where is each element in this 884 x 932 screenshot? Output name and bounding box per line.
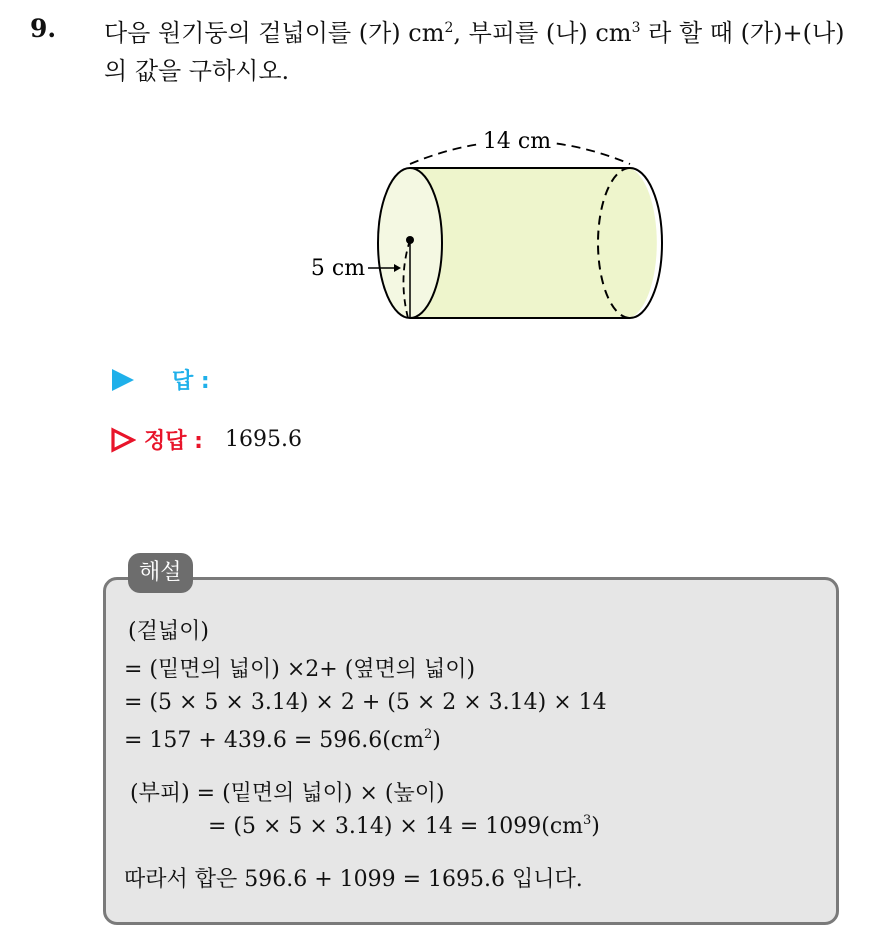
question-text <box>104 14 864 90</box>
solution-line: = (밑면의 넓이) ×2+ (옆면의 넓이) <box>124 657 476 682</box>
solution-line: = (5 × 5 × 3.14) × 2 + (5 × 2 × 3.14) × 14 <box>124 690 607 715</box>
question-number: 9. <box>30 14 57 43</box>
answer-label: 답 : <box>172 369 210 394</box>
solution-line: = $157 + 439.6 = 596.6(cm^2)$ <box>124 727 441 753</box>
correct-answer-row <box>110 424 302 455</box>
solution-line: (겉넓이) <box>128 619 209 644</box>
length-label: 14 cm <box>482 129 552 154</box>
solution-tag: 해설 <box>128 553 193 593</box>
cylinder-figure <box>300 118 670 328</box>
solution-line: = $(5 \times 5 \times 3.14) \times 14 = 1099(cm^3)$ <box>208 813 600 839</box>
blue-play-triangle-icon <box>110 367 136 393</box>
solution-line: 따라서 합은 596.6 + 1099 = 1695.6 입니다. <box>124 867 583 892</box>
solution-line: (부피) = (밑면의 넓이) × (높이) <box>130 781 445 806</box>
red-outline-triangle-icon <box>110 427 136 453</box>
correct-answer-value: 1695.6 <box>224 427 302 452</box>
correct-answer-label: 정답 : <box>144 429 203 454</box>
question-line-1: 다음 원기둥의 겉넓이를 (가) $cm^2$, 부피를 (나) $cm^3$ 라 할 때 (가)+(나) <box>104 19 845 47</box>
question-line-2: 의 값을 구하시오. <box>104 57 290 85</box>
radius-label: 5 cm <box>310 256 366 281</box>
answer-blank-row <box>110 364 210 395</box>
